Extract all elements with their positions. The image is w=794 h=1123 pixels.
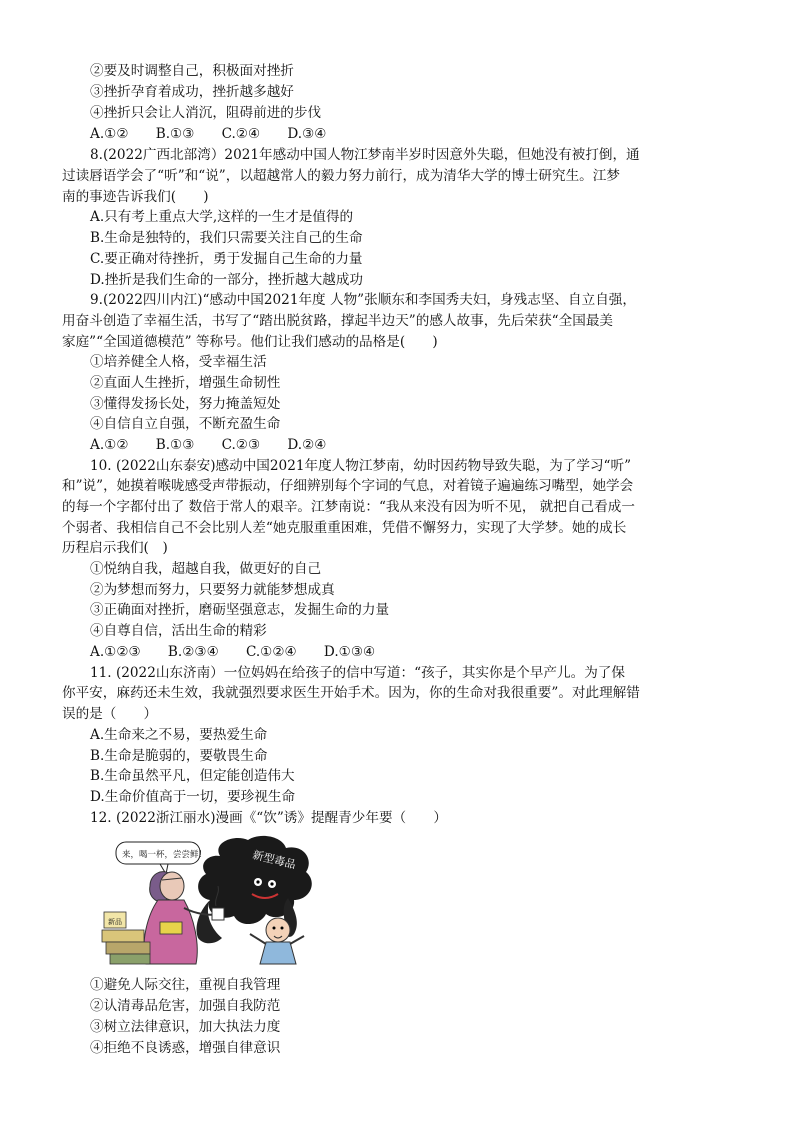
goods-label: 新品 [108, 918, 122, 926]
q11-option-a: A.生命来之不易，要热爱生命 [90, 727, 268, 743]
q11-option-b: B.生命是脆弱的，要敬畏生命 [90, 748, 268, 764]
q8-option-a: A.只有考上重点大学,这样的一生才是值得的 [90, 209, 354, 225]
q9-option-4: ④自信自立自强，不断充盈生命 [90, 416, 281, 432]
q10-answer-choices: A.①②③ B.②③④ C.①②④ D.①③④ [90, 644, 376, 660]
q8-option-c: C.要正确对待挫折，勇于发掘自己生命的力量 [90, 251, 363, 267]
speech-bubble [116, 842, 207, 874]
q9-stem-line-3: 家庭”“全国道德模范” 等称号。他们让我们感动的品格是( ) [62, 334, 438, 350]
q9-option-1: ①培养健全人格，受幸福生活 [90, 354, 267, 370]
q7-option-3: ③挫折孕育着成功，挫折越多越好 [90, 84, 294, 100]
q9-answer-choices: A.①② B.①③ C.②③ D.②④ [90, 437, 327, 453]
q11-stem-line-3: 误的是（ ） [62, 706, 158, 722]
q12-stem: 12. (2022浙江丽水)漫画《“饮”诱》提醒青少年要（ ） [90, 810, 447, 826]
cloud-label: 新型毒品 [251, 848, 298, 872]
speech-text: 来，喝一杯，尝尝鲜！ [122, 850, 208, 860]
q11-option-c: B.生命虽然平凡，但定能创造伟大 [90, 768, 295, 784]
q11-stem-line-1: 11. (2022山东济南）一位妈妈在给孩子的信中写道：“孩子，其实你是个早产儿。为了保 [90, 665, 625, 681]
cartoon-illustration [100, 834, 336, 972]
q10-option-4: ④自尊自信，活出生命的精彩 [90, 623, 267, 639]
q7-option-2: ②要及时调整自己，积极面对挫折 [90, 63, 294, 79]
q8-option-d: D.挫折是我们生命的一部分，挫折越大越成功 [90, 272, 364, 288]
q9-stem-line-1: 9.(2022四川内江)“感动中国2021年度 人物”张顺东和李国秀夫妇，身残志坚、自立自强， [90, 292, 636, 308]
q12-option-2: ②认清毒品危害，加强自我防范 [90, 998, 281, 1014]
q11-option-d: D.生命价值高于一切，要珍视生命 [90, 789, 296, 805]
q8-option-b: B.生命是独特的，我们只需要关注自己的生命 [90, 230, 363, 246]
q10-option-3: ③正确面对挫折，磨砺坚强意志，发掘生命的力量 [90, 602, 390, 618]
q9-option-2: ②直面人生挫折，增强生命韧性 [90, 375, 281, 391]
q9-option-3: ③懂得发扬长处，努力掩盖短处 [90, 396, 281, 412]
q8-stem-line-1: 8.(2022广西北部湾）2021年感动中国人物江梦南半岁时因意外失聪，但她没有被打倒，通 [90, 147, 640, 163]
q9-stem-line-2: 用奋斗创造了幸福生活，书写了“踏出脱贫路，撑起半边天”的感人故事，先后荣获“全国最美 [62, 313, 614, 329]
goods-stack [102, 912, 150, 964]
q10-option-2: ②为梦想而努力，只要努力就能梦想成真 [90, 582, 335, 598]
q8-stem-line-3: 南的事迹告诉我们( ) [62, 189, 209, 205]
q10-stem-line-1: 10. (2022山东泰安)感动中国2021年度人物江梦南，幼时因药物导致失聪，为了学习“听” [90, 458, 632, 474]
q10-stem-line-2: 和”说”，她摸着喉咙感受声带振动，仔细辨别每个字词的气息，对着镜子遍遍练习嘴型，她学会 [62, 478, 634, 494]
q10-stem-line-3: 的每一个字都付出了 数倍于常人的艰辛。江梦南说：“我从来没有因为听不见， 就把自己看成一 [62, 499, 635, 515]
q12-option-4: ④拒绝不良诱惑，增强自律意识 [90, 1040, 281, 1056]
q7-answer-choices: A.①② B.①③ C.②④ D.③④ [90, 126, 327, 142]
q8-stem-line-2: 过读唇语学会了“听”和“说”，以超越常人的毅力努力前行，成为清华大学的博士研究生。江梦 [62, 168, 620, 184]
q7-option-4: ④挫折只会让人消沉，阻碍前进的步伐 [90, 105, 322, 121]
q11-stem-line-2: 你平安，麻药还未生效，我就强烈要求医生开始手术。因为，你的生命对我很重要”。对此理解错 [62, 685, 640, 701]
q12-option-3: ③树立法律意识，加大执法力度 [90, 1019, 281, 1035]
q12-option-1: ①避免人际交往，重视自我管理 [90, 977, 281, 993]
drug-smoke-cloud [197, 836, 312, 943]
q10-stem-line-4: 个弱者、我相信自己不会比别人差“她克服重重困难，凭借不懈努力，实现了大学梦。她的成长 [62, 520, 627, 536]
q10-stem-line-5: 历程启示我们( ) [62, 540, 168, 556]
q10-option-1: ①悦纳自我，超越自我，做更好的自己 [90, 561, 322, 577]
